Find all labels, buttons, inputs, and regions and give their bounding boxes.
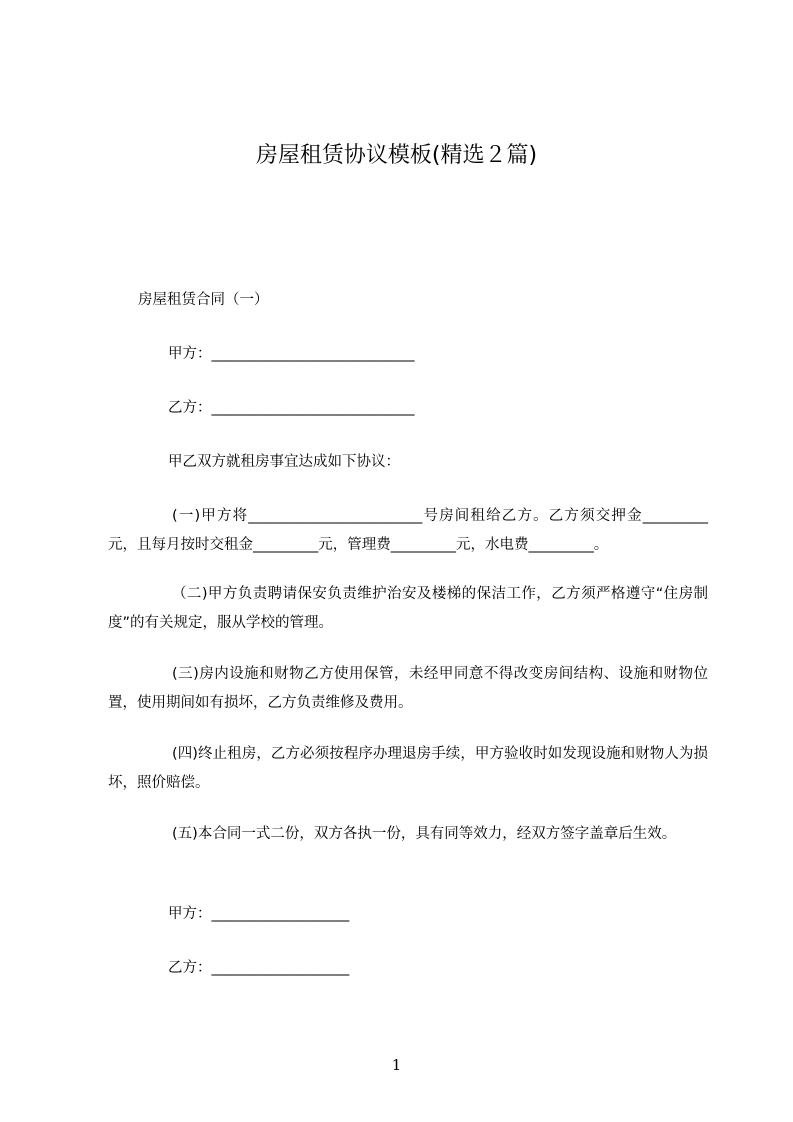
party-a-line-top: 甲方：____________________________ xyxy=(168,346,415,362)
page-number: 1 xyxy=(391,1056,402,1074)
clause-4: (四)终止租房，乙方必须按程序办理退房手续，甲方验收时如发现设施和财物人为损坏，照价赔偿。 xyxy=(108,746,708,791)
contract-heading: 房屋租赁合同（一） xyxy=(138,292,269,308)
party-b-line-bottom: 乙方：___________________ xyxy=(168,960,350,976)
clause-3: (三)房内设施和财物乙方使用保管，未经甲同意不得改变房间结构、设施和财物位置，使用期间如有损坏，乙方负责维修及费用。 xyxy=(108,666,708,711)
document-title: 房屋租赁协议模板(精选２篇) xyxy=(255,143,538,168)
party-a-line-bottom: 甲方：___________________ xyxy=(168,906,350,922)
clause-1: (一)甲方将________________________号房间租给乙方。乙方须交押金_________元，且每月按时交租金_________元，管理费_________元，水电费_________。 xyxy=(108,508,708,553)
clause-2: （二)甲方负责聘请保安负责维护治安及楼梯的保洁工作，乙方须严格遵守“住房制度”的有关规定，服从学校的管理。 xyxy=(108,586,708,631)
clause-5: (五)本合同一式二份，双方各执一份，具有同等效力，经双方签字盖章后生效。 xyxy=(172,826,677,842)
agreement-intro: 甲乙双方就租房事宜达成如下协议： xyxy=(168,454,400,470)
party-b-line-top: 乙方：____________________________ xyxy=(168,400,415,416)
